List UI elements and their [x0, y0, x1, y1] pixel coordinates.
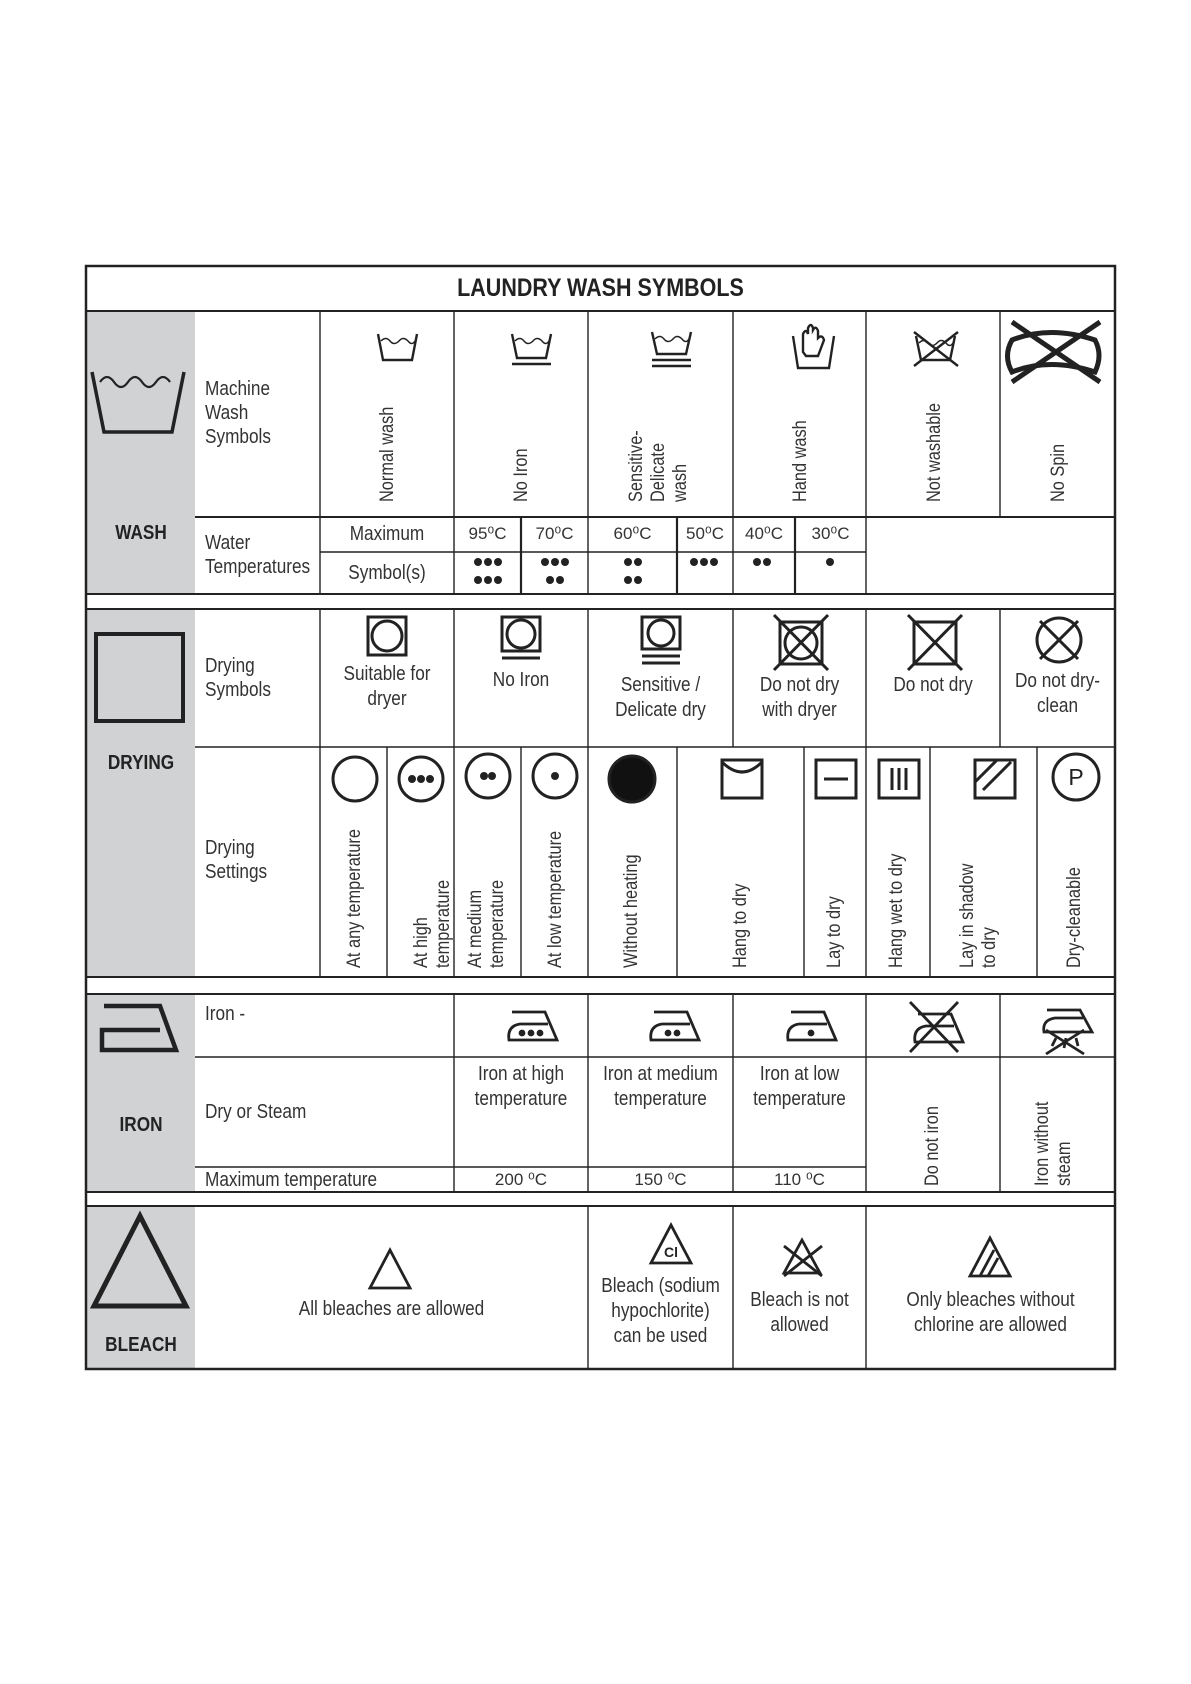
iron-label: Iron -: [205, 1003, 246, 1025]
wash-category-label: WASH: [115, 522, 167, 544]
setting-without-heat: Without heating: [621, 854, 642, 968]
dots-40: [753, 558, 771, 566]
wash-label-normal: Normal wash: [377, 406, 398, 502]
bleach-cl-letter: Cl: [664, 1244, 678, 1260]
drying-settings-label: Drying Settings: [205, 837, 268, 883]
circle-three-dots-icon: [399, 757, 443, 801]
bleach-label-non-chlorine: Only bleaches without chlorine are allowed: [906, 1289, 1075, 1336]
iron-one-dot-icon: [788, 1012, 836, 1040]
setting-dry-cleanable: Dry-cleanable: [1064, 867, 1085, 968]
dots-30: [826, 558, 834, 566]
circle-empty-icon: [333, 757, 377, 801]
do-not-bleach-icon: [784, 1240, 822, 1276]
iron-temp-110: 110 ⁰C: [774, 1170, 825, 1189]
temp-95: 95⁰C: [468, 524, 507, 543]
dry-label-do-not-dry: Do not dry: [893, 674, 973, 696]
dry-in-shade-icon: [975, 760, 1015, 798]
dry-label-no-dry-clean: Do not dry- clean: [1014, 670, 1101, 717]
tumble-dry-one-bar-icon: [502, 617, 540, 658]
maximum-label: Maximum: [349, 523, 425, 545]
iron-three-dots-icon: [509, 1012, 557, 1040]
setting-low-temp: At low temperature: [545, 830, 566, 968]
circle-one-dot-icon: [533, 754, 577, 798]
symbols-label: Symbol(s): [348, 562, 426, 584]
non-chlorine-bleach-icon: [970, 1238, 1010, 1276]
machine-wash-label: Machine Wash Symbols: [205, 378, 271, 448]
dots-70: [541, 558, 569, 584]
setting-medium-temp: At medium temperature: [465, 879, 508, 968]
iron-label-do-not-iron: Do not iron: [922, 1106, 943, 1186]
water-temperatures-label: Water Temperatures: [205, 532, 311, 578]
bleach-category-label: BLEACH: [105, 1334, 177, 1356]
setting-lay-shadow: Lay in shadow to dry: [957, 863, 1000, 968]
iron-label-low: Iron at low temperature: [753, 1063, 846, 1110]
dots-50: [690, 558, 718, 566]
hang-dry-icon: [722, 760, 762, 798]
wash-label-not-washable: Not washable: [924, 402, 945, 502]
dry-label-delicate: Sensitive / Delicate dry: [615, 674, 706, 721]
wash-label-delicate: Sensitive- Delicate wash: [626, 430, 691, 502]
circle-two-dots-icon: [466, 754, 510, 798]
lay-flat-icon: [816, 760, 856, 798]
drying-symbols-label: Drying Symbols: [205, 655, 271, 701]
dry-label-suitable: Suitable for dryer: [343, 663, 431, 710]
setting-lay-dry: Lay to dry: [824, 896, 845, 968]
do-not-iron-icon: [910, 1002, 963, 1052]
do-not-dry-clean-icon: [1037, 618, 1081, 662]
setting-any-temp: At any temperature: [344, 829, 365, 968]
tumble-dry-two-bars-icon: [642, 617, 680, 663]
bleach-label-not-allowed: Bleach is not allowed: [750, 1289, 849, 1336]
dots-60: [624, 558, 642, 584]
temp-40: 40⁰C: [744, 524, 783, 543]
iron-temp-200: 200 ⁰C: [494, 1170, 548, 1189]
do-not-dry-icon: [908, 615, 962, 670]
circle-filled-icon: [609, 756, 655, 802]
setting-hang-wet: Hang wet to dry: [886, 853, 907, 968]
setting-hang-dry: Hang to dry: [730, 883, 751, 968]
temperature-dots: [474, 558, 834, 584]
iron-category-label: IRON: [119, 1114, 163, 1136]
drip-dry-icon: [879, 760, 919, 798]
setting-high-temp: At high temperature: [411, 879, 454, 968]
drying-category-label: DRYING: [107, 752, 175, 774]
temp-50: 50⁰C: [685, 524, 724, 543]
do-not-tumble-dry-icon: [774, 615, 828, 670]
dry-steam-label: Dry or Steam: [205, 1101, 307, 1123]
tumble-dry-icon: [368, 617, 406, 655]
dots-95: [474, 558, 502, 584]
bleach-label-all: All bleaches are allowed: [298, 1298, 485, 1320]
wash-label-no-spin: No Spin: [1048, 443, 1069, 502]
iron-label-no-steam: Iron without steam: [1032, 1101, 1075, 1186]
dry-label-no-dryer: Do not dry with dryer: [759, 674, 840, 721]
iron-label-high: Iron at high temperature: [474, 1063, 568, 1110]
temp-30: 30⁰C: [811, 524, 850, 543]
dry-clean-letter: P: [1068, 764, 1084, 790]
dry-label-no-iron: No Iron: [492, 669, 550, 691]
bleach-triangle-icon: [370, 1250, 410, 1288]
wash-label-hand: Hand wash: [790, 420, 811, 502]
max-temperature-label: Maximum temperature: [205, 1169, 378, 1191]
iron-no-steam-icon: [1044, 1010, 1092, 1054]
page-title: LAUNDRY WASH SYMBOLS: [457, 274, 744, 302]
bleach-label-chlorine: Bleach (sodium hypochlorite) can be used: [601, 1275, 720, 1347]
temp-60: 60⁰C: [613, 524, 652, 543]
temp-70: 70⁰C: [535, 524, 574, 543]
iron-two-dots-icon: [651, 1012, 699, 1040]
wash-label-no-iron: No Iron: [511, 448, 532, 502]
iron-label-medium: Iron at medium temperature: [603, 1063, 718, 1110]
iron-temp-150: 150 ⁰C: [634, 1170, 687, 1189]
